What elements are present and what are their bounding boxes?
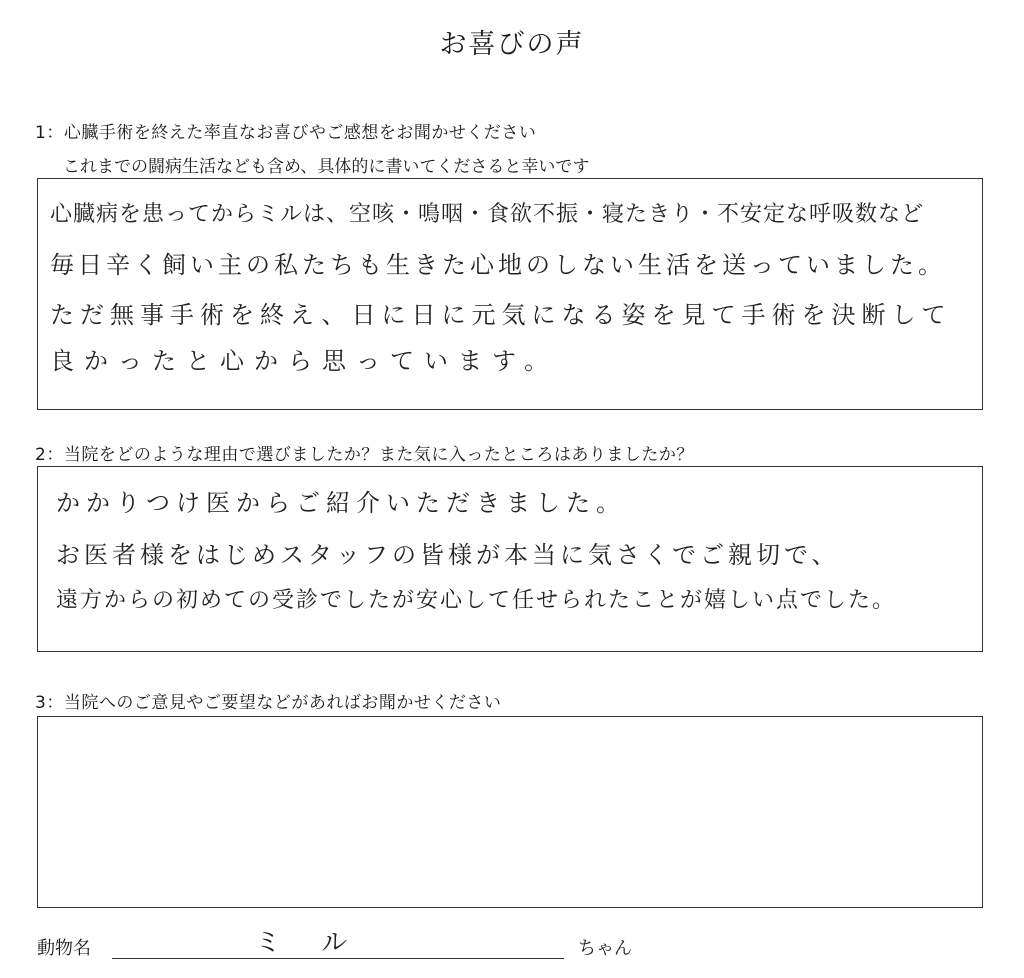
- question-3: 3：当院へのご意見やご要望などがあればお聞かせください: [35, 693, 502, 713]
- animal-name-suffix: ちゃん: [578, 938, 632, 959]
- answer-1-line-3: ただ無事手術を終え、日に日に元気になる姿を見て手術を決断して: [50, 301, 952, 329]
- answer-1-line-4: 良かったと心から思っています。: [50, 347, 559, 375]
- answer-1-line-2: 毎日辛く飼い主の私たちも生きた心地のしない生活を送っていました。: [50, 251, 946, 279]
- answer-box-3: [37, 716, 983, 908]
- animal-name-label: 動物名: [37, 938, 91, 959]
- answer-2-line-1: かかりつけ医からご紹介いただきました。: [56, 489, 626, 517]
- answer-box-1: [37, 178, 983, 410]
- page-title: お喜びの声: [439, 29, 585, 60]
- answer-2-line-2: お医者様をはじめスタッフの皆様が本当に気さくでご親切で、: [56, 541, 840, 569]
- animal-name-value: ミ ル: [255, 928, 364, 958]
- question-1: 1：心臓手術を終えた率直なお喜びやご感想をお聞かせください: [35, 123, 537, 143]
- question-2: 2：当院をどのような理由で選びましたか？また気に入ったところはありましたか？: [35, 445, 694, 465]
- answer-2-line-3: 遠方からの初めての受診でしたが安心して任せられたことが嬉しい点でした。: [56, 588, 897, 613]
- answer-1-line-1: 心臓病を患ってからミルは、空咳・鳴咽・食欲不振・寝たきり・不安定な呼吸数など: [50, 202, 925, 227]
- question-1-subtext: これまでの闘病生活なども含め、具体的に書いてくださると幸いです: [63, 157, 590, 177]
- answer-box-2: [37, 466, 983, 652]
